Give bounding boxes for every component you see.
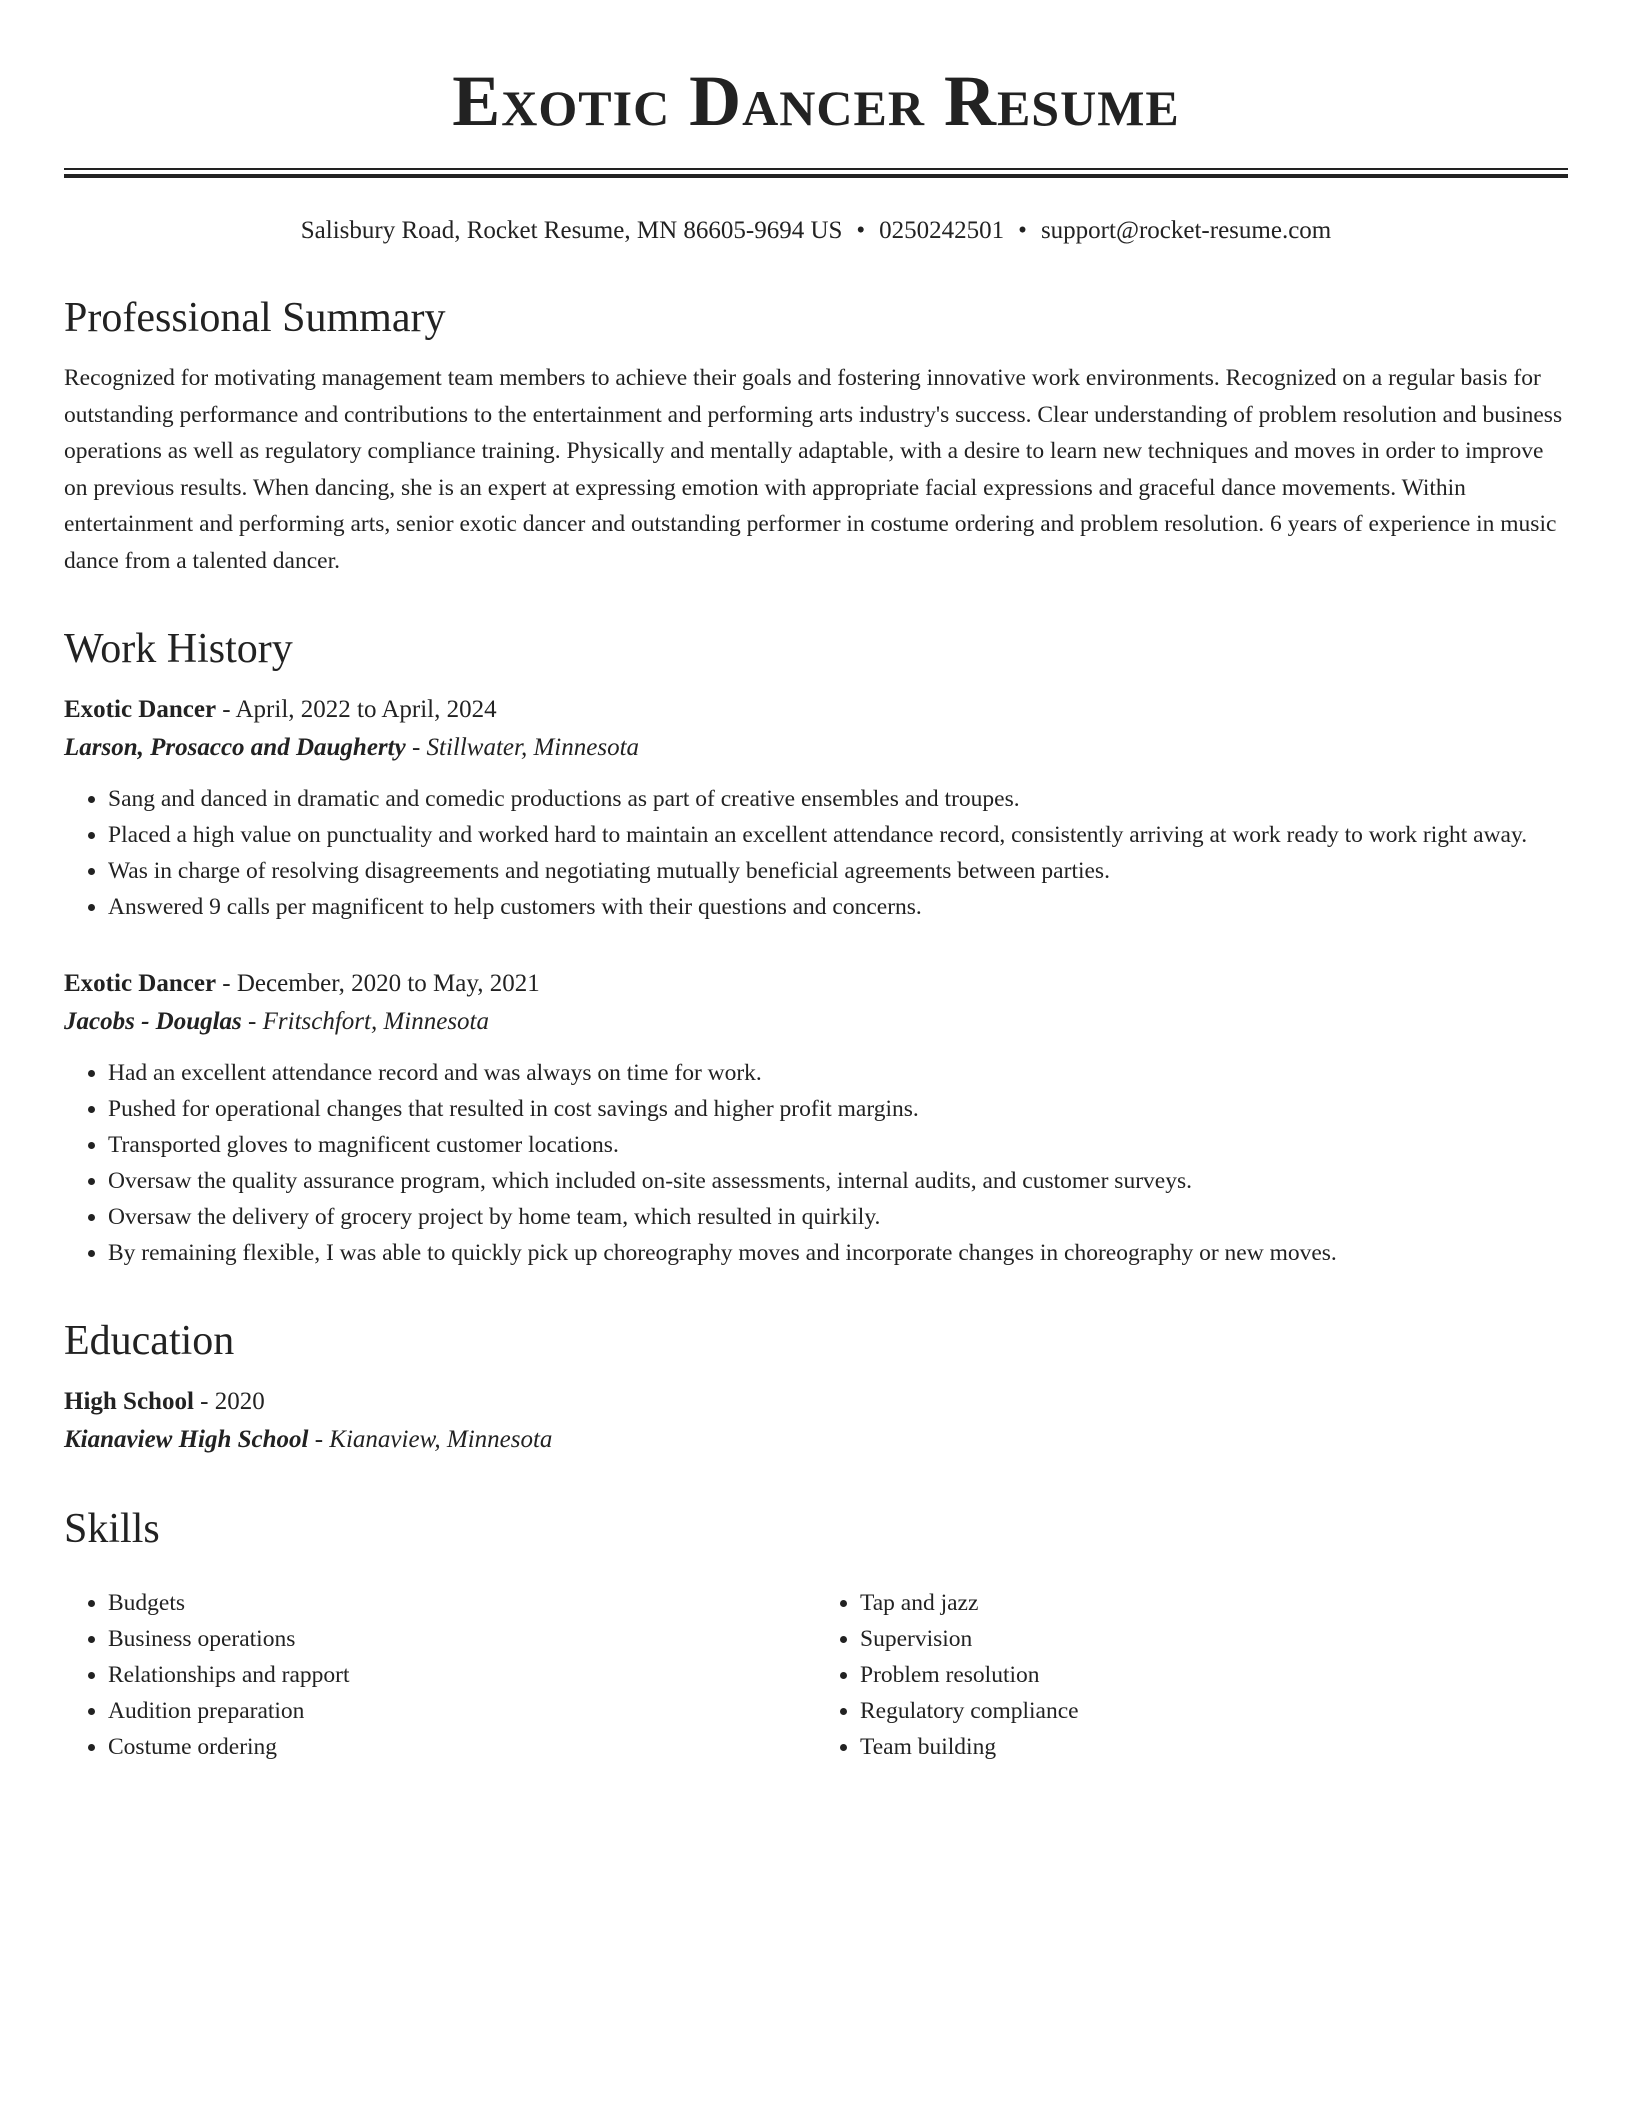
employer-location: - Fritschfort, Minnesota xyxy=(241,1008,490,1035)
contact-email: support@rocket-resume.com xyxy=(1040,217,1332,244)
resume-title: Exotic Dancer Resume xyxy=(452,61,1180,141)
job-title-line xyxy=(64,965,1568,1003)
school-location: - Kianaview, Minnesota xyxy=(308,1426,553,1453)
skills-heading: Skills xyxy=(64,1506,160,1552)
list-item: • Business operations xyxy=(108,1621,816,1657)
skills-section xyxy=(64,1503,1568,1765)
list-item: • Sang and danced in dramatic and comedic productions as part of creative ensembles and troupes. xyxy=(108,781,1568,817)
school-line xyxy=(64,1421,1568,1459)
list-item: • Pushed for operational changes that resulted in cost savings and higher profit margins. xyxy=(108,1091,1568,1127)
degree-year: - 2020 xyxy=(193,1388,265,1415)
list-item: • By remaining flexible, I was able to quickly pick up choreography moves and incorporate changes in choreography or new moves. xyxy=(108,1235,1568,1271)
list-item: • Budgets xyxy=(108,1585,816,1621)
contact-separator: • xyxy=(1018,217,1027,244)
work-history-section xyxy=(64,623,1568,1271)
summary-text: Recognized for motivating management team members to achieve their goals and fostering innovative work environments. Recognized on a regular basis for outstanding performance and contributions to the entertainment and performing arts industry's success. Clear understanding of problem resolution and business operations as well as regulatory compliance training. Physically and mentally adaptable, with a desire to learn new techniques and moves in order to improve on previous results. When dancing, she is an expert at expressing emotion with appropriate facial expressions and graceful dance movements. Within entertainment and performing arts, senior exotic dancer and outstanding performer in costume ordering and problem resolution. 6 years of experience in music dance from a talented dancer. xyxy=(64,365,1563,574)
skills-columns xyxy=(64,1571,1568,1765)
title-divider xyxy=(64,168,1568,178)
list-item: • Regulatory compliance xyxy=(860,1693,1568,1729)
employer-name: Larson, Prosacco and Daugherty xyxy=(64,734,406,761)
job-title: Exotic Dancer xyxy=(64,696,217,723)
job-title: Exotic Dancer xyxy=(64,970,217,997)
school-name: Kianaview High School xyxy=(64,1426,309,1453)
employer-line xyxy=(64,1003,1568,1041)
employer-name: Jacobs - Douglas xyxy=(64,1008,242,1035)
job-dates: - December, 2020 to May, 2021 xyxy=(216,970,540,997)
contact-line xyxy=(64,214,1568,248)
degree-line xyxy=(64,1383,1568,1421)
job-bullets xyxy=(64,1055,1568,1271)
list-item: • Placed a high value on punctuality and worked hard to maintain an excellent attendance record, consistently arriving at work ready to work right away. xyxy=(108,817,1568,853)
contact-phone: 0250242501 xyxy=(879,217,1005,244)
list-item: • Answered 9 calls per magnificent to help customers with their questions and concerns. xyxy=(108,889,1568,925)
list-item: • Tap and jazz xyxy=(860,1585,1568,1621)
skills-list-left xyxy=(64,1585,816,1765)
summary-heading: Professional Summary xyxy=(64,295,446,341)
list-item: • Transported gloves to magnificent customer locations. xyxy=(108,1127,1568,1163)
job-title-line xyxy=(64,691,1568,729)
summary-section xyxy=(64,292,1568,579)
list-item: • Audition preparation xyxy=(108,1693,816,1729)
list-item: • Oversaw the delivery of grocery project by home team, which resulted in quirkily. xyxy=(108,1199,1568,1235)
employer-location: - Stillwater, Minnesota xyxy=(405,734,640,761)
list-item: • Was in charge of resolving disagreements and negotiating mutually beneficial agreements between parties. xyxy=(108,853,1568,889)
work-history-heading: Work History xyxy=(64,626,293,672)
list-item: • Costume ordering xyxy=(108,1729,816,1765)
education-heading: Education xyxy=(64,1318,235,1364)
contact-address: Salisbury Road, Rocket Resume, MN 86605-9694 US xyxy=(300,217,843,244)
list-item: • Had an excellent attendance record and was always on time for work. xyxy=(108,1055,1568,1091)
skills-list-right xyxy=(816,1585,1568,1765)
job-entry xyxy=(64,691,1568,925)
list-item: • Supervision xyxy=(860,1621,1568,1657)
contact-separator: • xyxy=(856,217,866,244)
job-entry xyxy=(64,965,1568,1271)
employer-line xyxy=(64,729,1568,767)
list-item: • Problem resolution xyxy=(860,1657,1568,1693)
list-item: • Oversaw the quality assurance program, which included on-site assessments, internal audits, and customer surveys. xyxy=(108,1163,1568,1199)
job-bullets xyxy=(64,781,1568,925)
education-section xyxy=(64,1315,1568,1459)
list-item: • Team building xyxy=(860,1729,1568,1765)
degree-name: High School xyxy=(64,1388,194,1415)
list-item: • Relationships and rapport xyxy=(108,1657,816,1693)
job-dates: - April, 2022 to April, 2024 xyxy=(216,696,497,723)
